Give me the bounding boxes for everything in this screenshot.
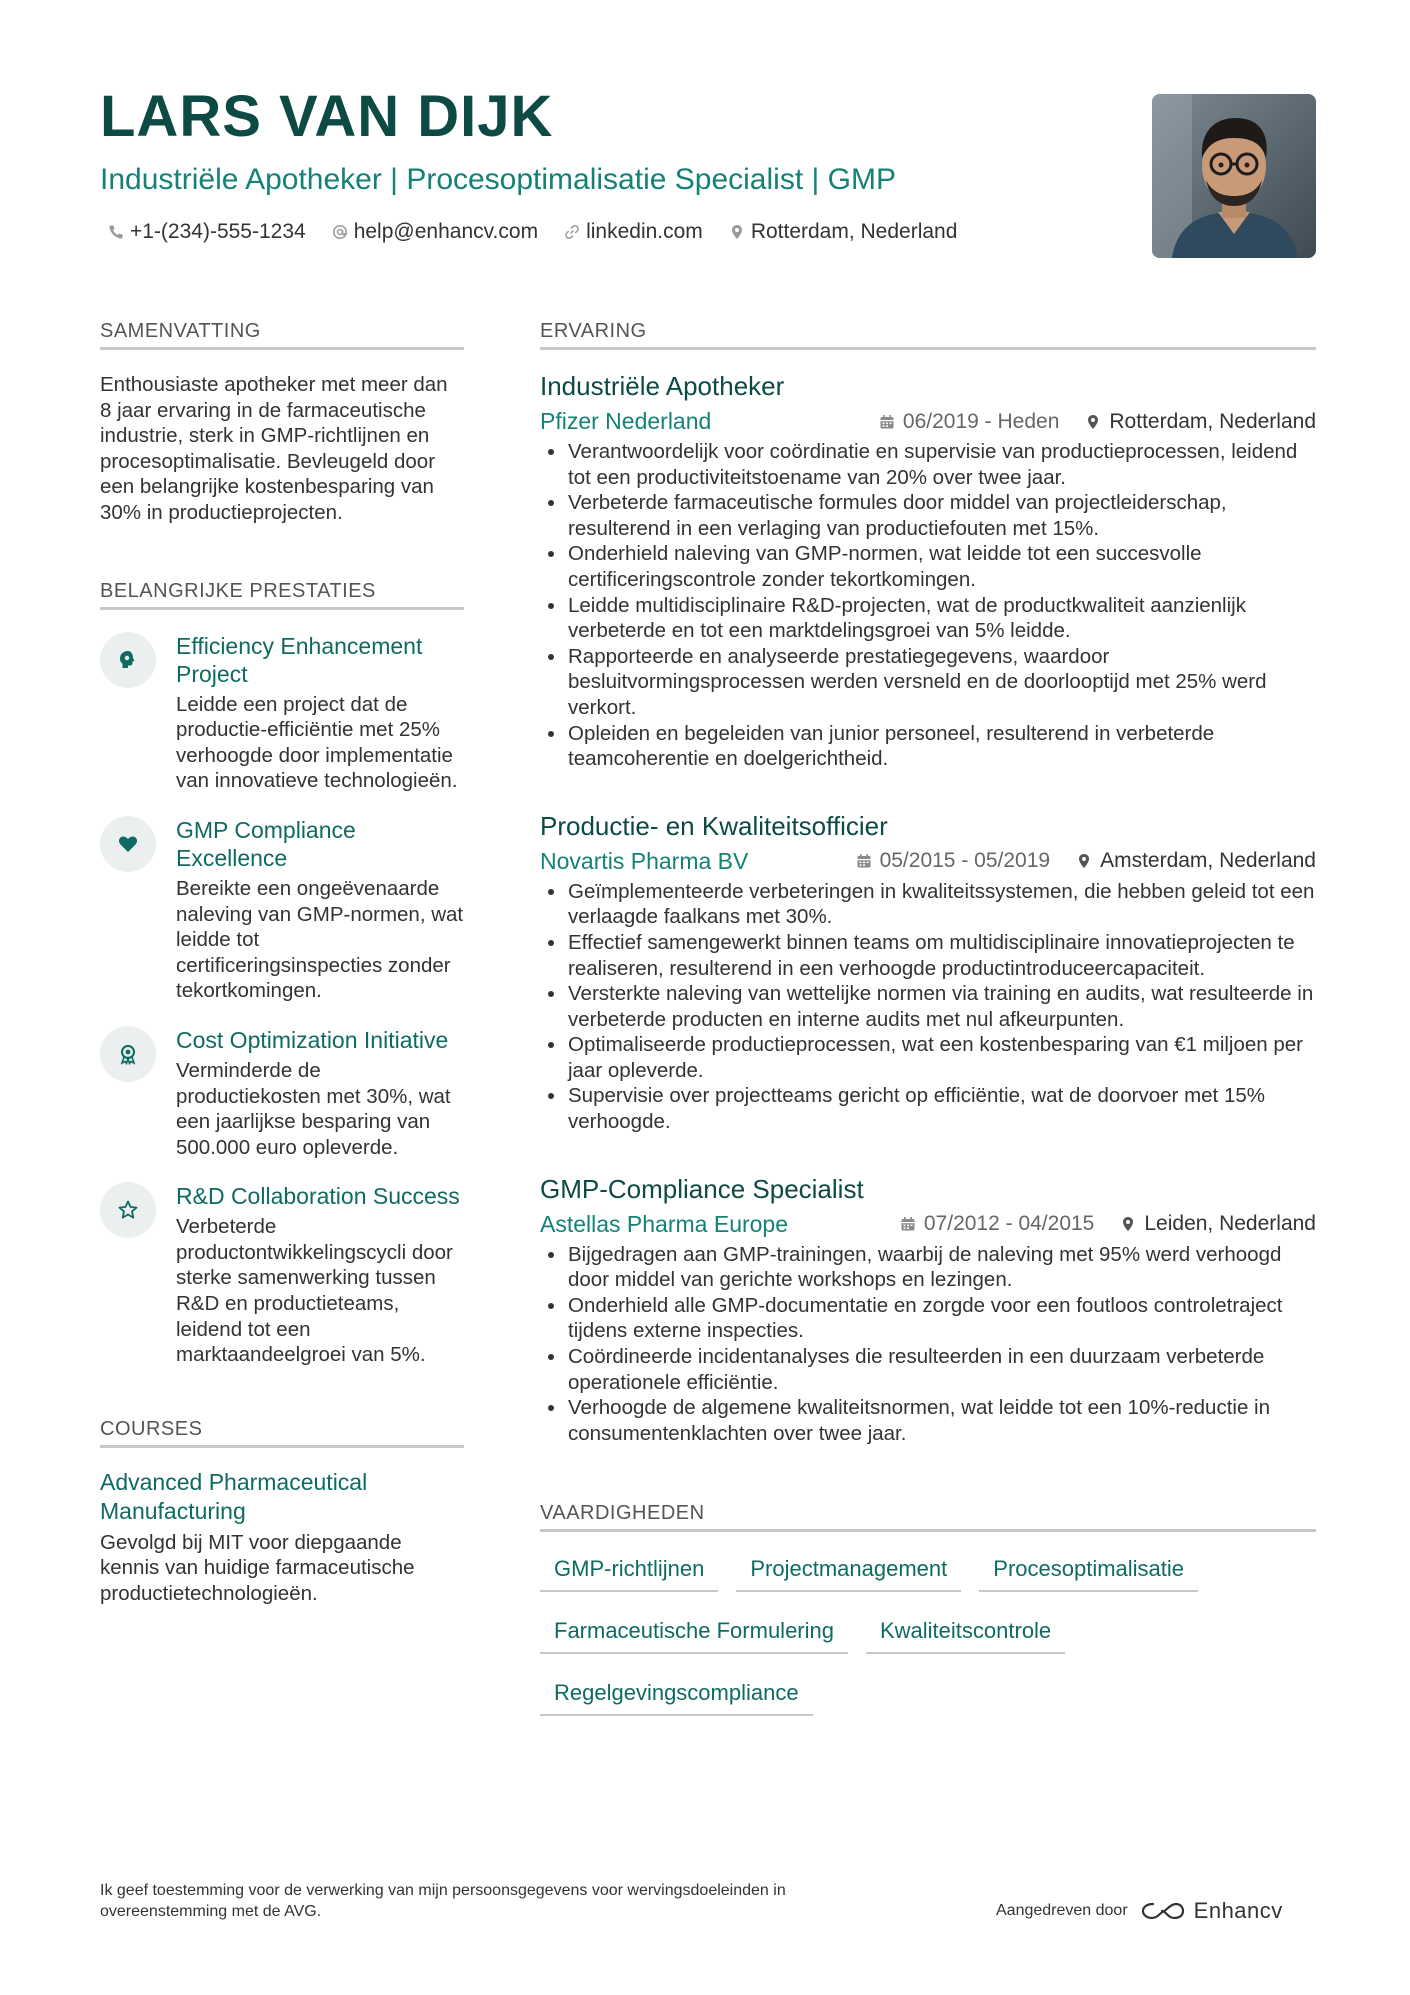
left-column [100, 320, 464, 1607]
achievement-title: Efficiency Enhancement Project [176, 632, 423, 687]
contact-email[interactable] [332, 220, 538, 244]
achievement-item [100, 632, 464, 794]
job-company: Pfizer Nederland [540, 408, 712, 434]
job-location [1120, 1212, 1316, 1236]
powered-by [996, 1898, 1283, 1924]
courses-section [100, 1418, 464, 1607]
job-title: GMP-Compliance Specialist [540, 1173, 864, 1204]
job-company: Novartis Pharma BV [540, 847, 749, 874]
job-bullet: Optimaliseerde productieprocessen, wat een kostenbesparing van €1 miljoen per jaar opleverde. [540, 1032, 1316, 1083]
enhancv-logo-icon [1140, 1900, 1186, 1922]
achievement-desc: Leidde een project dat de productie-efficiëntie met 25% verhoogde door implementatie van innovatieve technologieën. [176, 692, 458, 793]
achievement-desc: Verminderde de productiekosten met 30%, wat een jaarlijkse besparing van 500.000 euro opleverde. [176, 1058, 451, 1159]
achievement-item [100, 1026, 464, 1160]
summary-section [100, 320, 464, 526]
achievement-item [100, 1182, 464, 1368]
skill-tag: Procesoptimalisatie [979, 1550, 1198, 1592]
courses-heading: COURSES [100, 1418, 464, 1448]
job-bullet: Opleiden en begeleiden van junior personeel, resulterend in verbeterde teamcoherentie en doelgerichtheid. [540, 721, 1316, 772]
contact-linkedin[interactable] [564, 220, 703, 244]
skill-tag: Kwaliteitscontrole [866, 1612, 1065, 1654]
contact-location [729, 220, 958, 244]
contact-email-text: help@enhancv.com [353, 220, 539, 243]
contact-phone-text: +1-(234)-555-1234 [130, 220, 306, 243]
brand-logo[interactable] [1140, 1898, 1283, 1924]
job-location [1076, 849, 1316, 873]
job-bullets [540, 1242, 1316, 1447]
job-location [1085, 410, 1316, 434]
calendar-icon [900, 1216, 916, 1232]
skill-tag: GMP-richtlijnen [540, 1550, 718, 1592]
job-bullets [540, 879, 1316, 1135]
job-bullet: Rapporteerde en analyseerde prestatiegegevens, waardoor besluitvormingsprocessen werden versneld en de doorlooptijd met 25% werd verkort. [540, 644, 1316, 721]
achievement-icon-badge [100, 1182, 156, 1238]
job-dates [856, 849, 1050, 873]
job-bullet: Verantwoordelijk voor coördinatie en supervisie van productieprocessen, leidend tot een productiviteitstoename van 20% over twee jaar. [540, 439, 1316, 490]
job-dates-text: 05/2015 - 05/2019 [879, 849, 1051, 873]
calendar-icon [879, 414, 895, 430]
profile-photo [1152, 94, 1316, 258]
contact-location-text: Rotterdam, Nederland [750, 220, 958, 243]
job-bullet: Versterkte naleving van wettelijke normen via training en audits, wat resulteerde in verbeterde producten en interne audits met nul afkeurpunten. [540, 981, 1316, 1032]
job-meta [540, 1211, 1316, 1238]
job-dates-text: 06/2019 - Heden [902, 409, 1060, 433]
contact-phone[interactable] [108, 220, 306, 244]
skills-heading: VAARDIGHEDEN [540, 1502, 1316, 1532]
heart-icon [117, 833, 139, 855]
job-bullet: Geïmplementeerde verbeteringen in kwaliteitssystemen, die hebben geleid tot een verlaagde faalkans met 30%. [540, 879, 1316, 930]
job-title: Productie- en Kwaliteitsofficier [540, 810, 888, 841]
powered-by-label: Aangedreven door [996, 1902, 1128, 1919]
achievement-icon-badge [100, 816, 156, 872]
job-title: Industriële Apotheker [540, 371, 785, 401]
job-bullet: Effectief samengewerkt binnen teams om multidisciplinaire innovatieprojecten te realiseren, resulterend in een verhoogde productintroduceercapaciteit. [540, 930, 1316, 981]
experience-section [540, 320, 1316, 1446]
job-location-text: Amsterdam, Nederland [1100, 849, 1316, 873]
skill-tag: Farmaceutische Formulering [540, 1612, 848, 1654]
job-bullet: Onderhield alle GMP-documentatie en zorgde voor een foutloos controletraject tijdens externe inspecties. [540, 1293, 1316, 1344]
job-dates [900, 1212, 1094, 1236]
skills-section [540, 1502, 1316, 1716]
consent-note: Ik geef toestemming voor de verwerking van mijn persoonsgegevens voor wervingsdoeleinden in overeenstemming met de AVG. [100, 1882, 786, 1920]
link-icon [564, 224, 580, 240]
location-icon [1120, 1216, 1136, 1232]
job-bullet: Bijgedragen aan GMP-trainingen, waarbij de naleving met 95% werd verhoogd door middel van gerichte workshops en lezingen. [540, 1242, 1316, 1293]
achievement-item [100, 816, 464, 1004]
contact-linkedin-text: linkedin.com [586, 220, 703, 243]
brain-icon [117, 649, 139, 671]
job-bullets [540, 439, 1316, 772]
skills-list [540, 1550, 1316, 1716]
candidate-tagline: Industriële Apotheker | Procesoptimalisatie Specialist | GMP [100, 163, 896, 196]
achievements-heading: BELANGRIJKE PRESTATIES [100, 580, 464, 610]
achievement-title: R&D Collaboration Success [176, 1183, 460, 1210]
summary-heading: SAMENVATTING [100, 320, 464, 350]
job-bullet: Verbeterde farmaceutische formules door middel van projectleiderschap, resulterend in een verlaging van productiefouten met 15%. [540, 490, 1316, 541]
phone-icon [108, 224, 124, 240]
profile-portrait [1152, 94, 1316, 258]
job-bullet: Coördineerde incidentanalyses die resulteerden in een duurzaam verbeterde operationele efficiëntie. [540, 1344, 1316, 1395]
location-icon [729, 224, 745, 240]
summary-text: Enthousiaste apotheker met meer dan 8 jaar ervaring in de farmaceutische industrie, sterk in GMP-richtlijnen en procesoptimalisatie. Bevleugeld door een belangrijke kostenbesparing van 30% in productieprojecten. [100, 373, 448, 524]
candidate-name: LARS VAN DIJK [100, 84, 554, 149]
star-icon [117, 1199, 139, 1221]
course-desc: Gevolgd bij MIT voor diepgaande kennis van huidige farmaceutische productietechnologieën. [100, 1530, 415, 1606]
job-company: Astellas Pharma Europe [540, 1210, 789, 1237]
skill-tag: Regelgevingscompliance [540, 1674, 813, 1716]
calendar-icon [856, 853, 872, 869]
achievement-title: Cost Optimization Initiative [176, 1026, 449, 1053]
brand-name: Enhancv [1193, 1898, 1283, 1923]
experience-heading: ERVARING [540, 320, 1316, 350]
job-entry [540, 370, 1316, 772]
course-title: Advanced Pharmaceutical Manufacturing [100, 1468, 368, 1524]
job-bullet: Leidde multidisciplinaire R&D-projecten, wat de productkwaliteit aanzienlijk verbeterde en tot een marktdelingsgroei van 5% leidde. [540, 593, 1316, 644]
location-icon [1085, 414, 1101, 430]
job-location-text: Leiden, Nederland [1144, 1212, 1316, 1236]
location-icon [1076, 853, 1092, 869]
at-icon [332, 224, 348, 240]
achievement-icon-badge [100, 632, 156, 688]
job-location-text: Rotterdam, Nederland [1109, 409, 1316, 433]
job-meta [540, 408, 1316, 435]
right-column [540, 320, 1316, 1716]
award-icon [117, 1043, 139, 1065]
job-entry [540, 810, 1316, 1135]
job-bullet: Onderhield naleving van GMP-normen, wat leidde tot een succesvolle certificeringscontrole zonder tekortkomingen. [540, 541, 1316, 592]
achievement-icon-badge [100, 1026, 156, 1082]
job-entry [540, 1173, 1316, 1447]
job-meta [540, 848, 1316, 875]
job-dates [879, 410, 1059, 434]
achievement-desc: Verbeterde productontwikkelingscycli door sterke samenwerking tussen R&D en productieteams, leidend tot een marktaandeelgroei van 5%. [176, 1215, 453, 1367]
job-dates-text: 07/2012 - 04/2015 [923, 1212, 1095, 1236]
job-bullet: Supervisie over projectteams gericht op efficiëntie, wat de doorvoer met 15% verhoogde. [540, 1083, 1316, 1134]
achievement-desc: Bereikte een ongeëvenaarde naleving van GMP-normen, wat leidde tot certificeringsinspecties zonder tekortkomingen. [176, 876, 464, 1003]
job-bullet: Verhoogde de algemene kwaliteitsnormen, wat leidde tot een 10%-reductie in consumentenklachten over twee jaar. [540, 1395, 1316, 1446]
achievements-section [100, 580, 464, 1368]
achievement-title: GMP Compliance Excellence [176, 816, 356, 871]
contact-row [108, 220, 957, 244]
skill-tag: Projectmanagement [736, 1550, 961, 1592]
